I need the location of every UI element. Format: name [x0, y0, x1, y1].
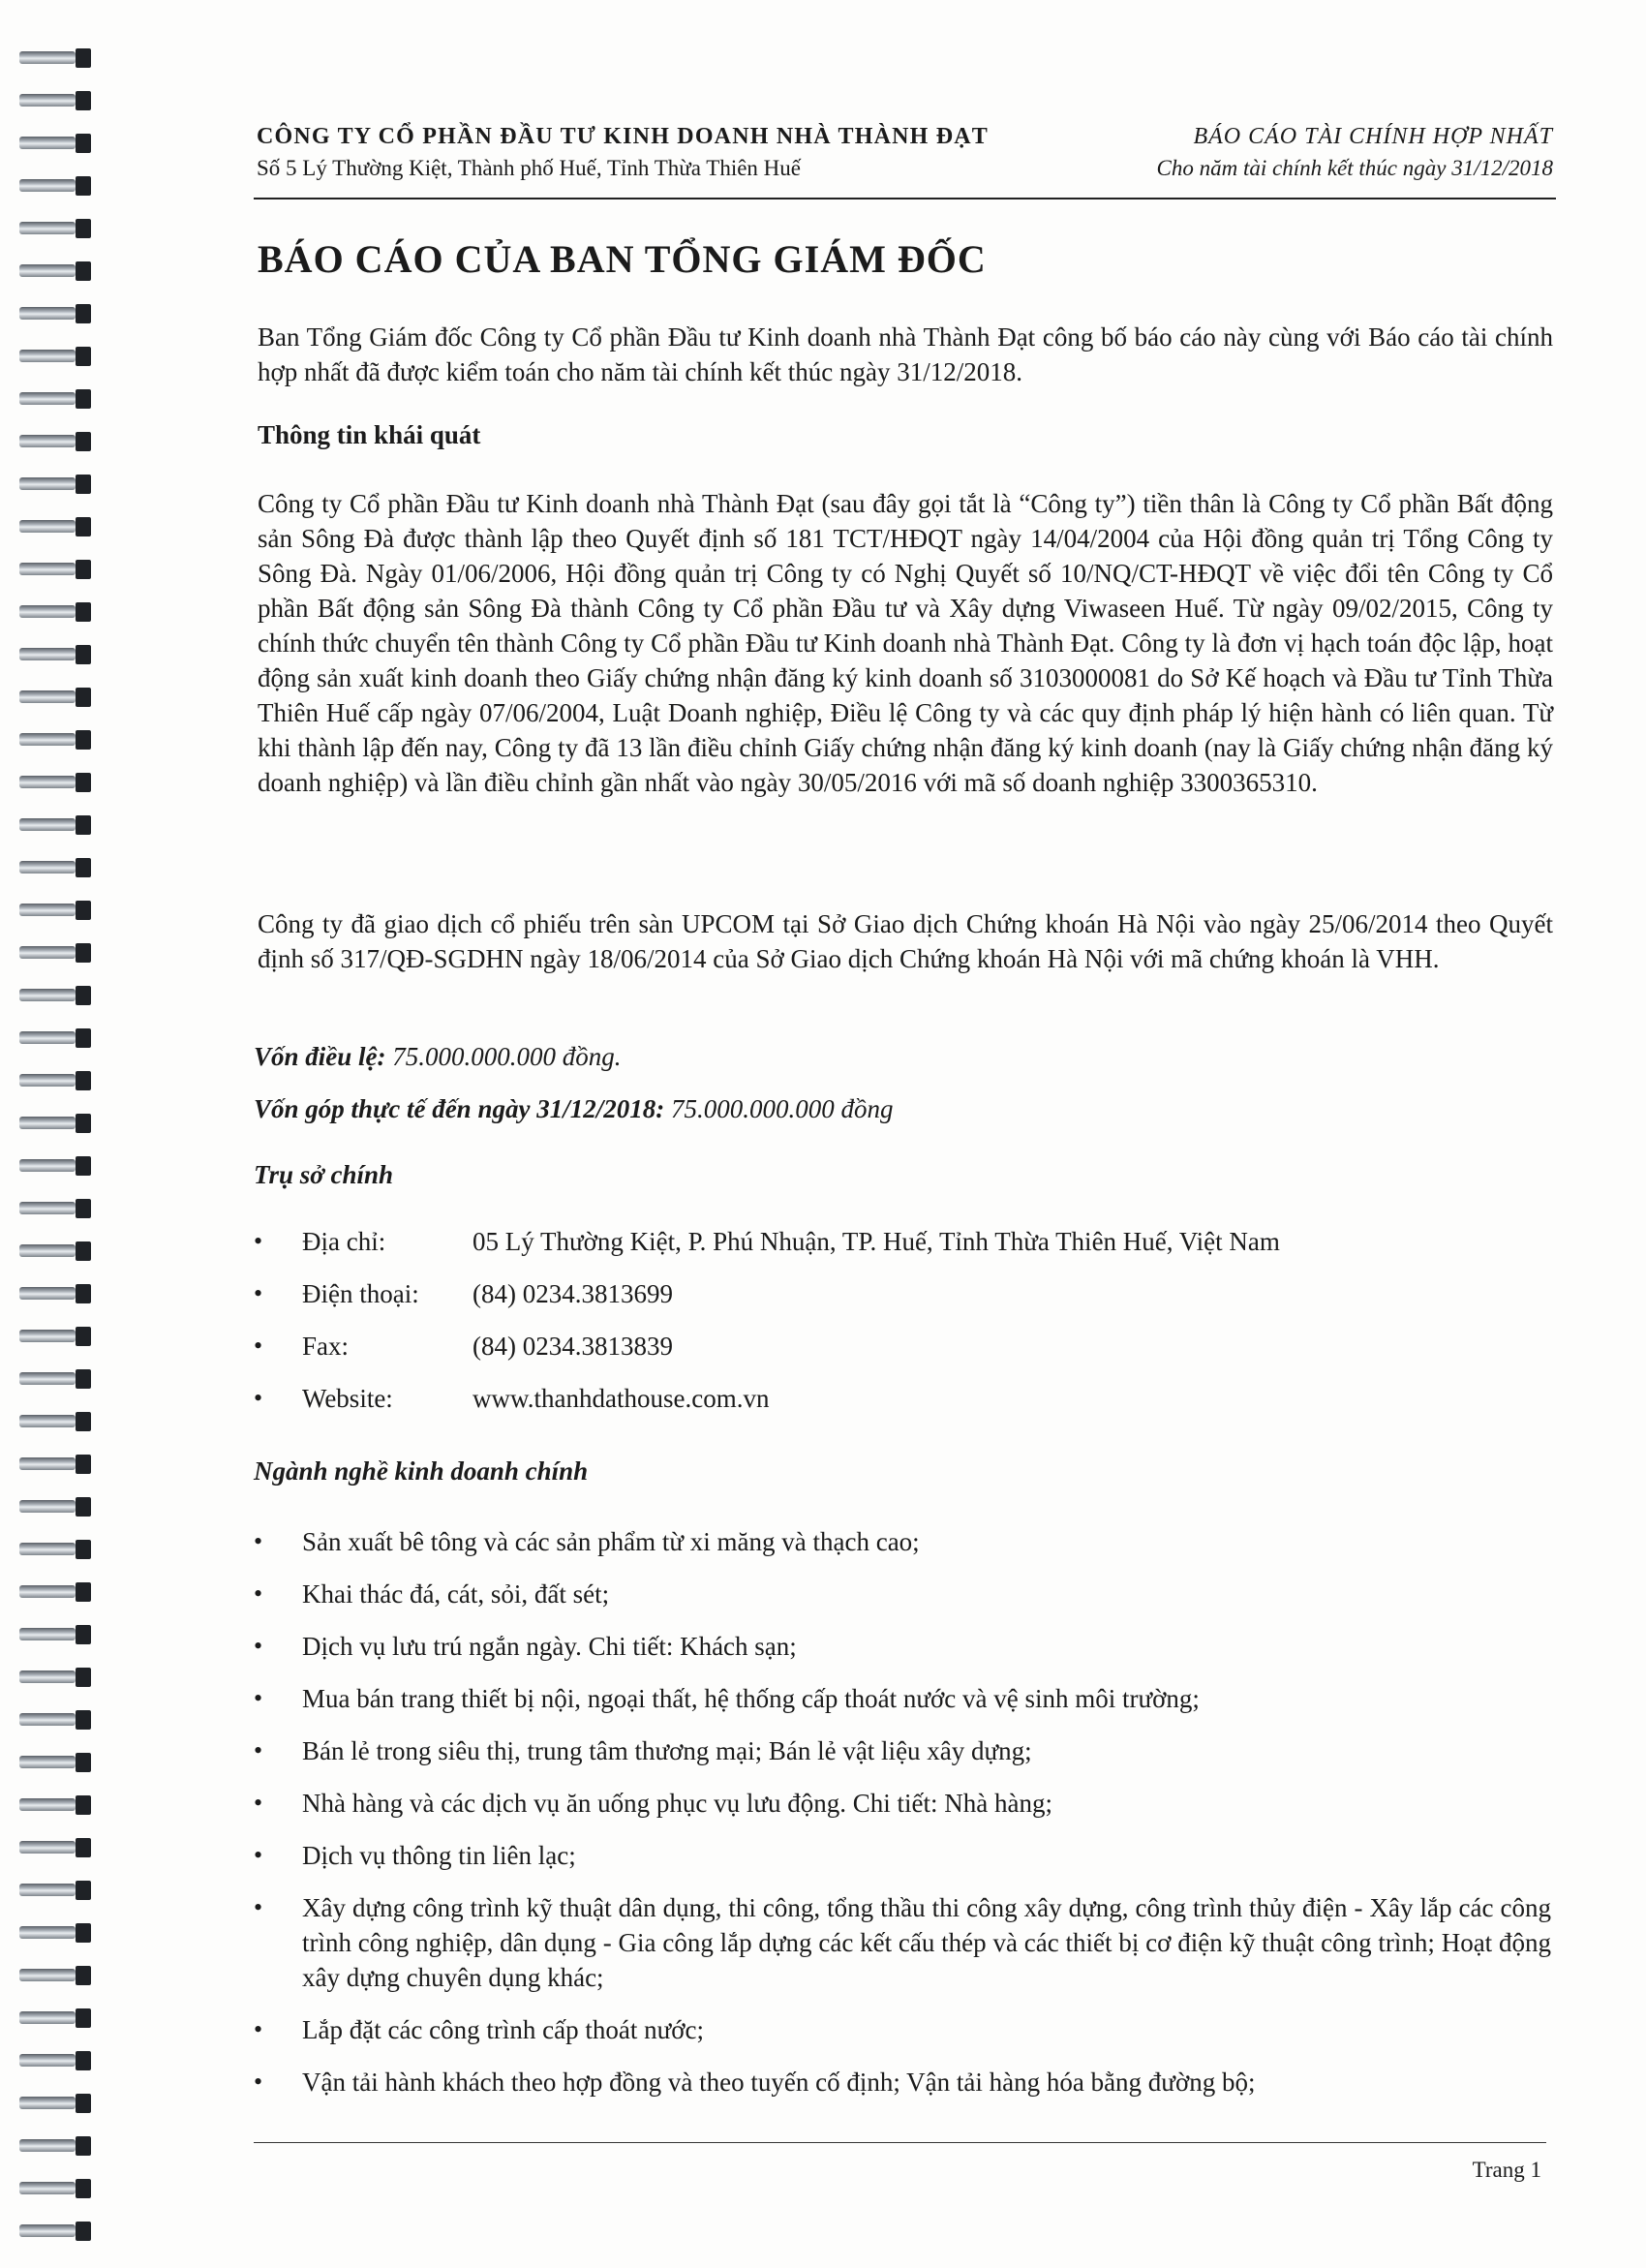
binding-ring	[17, 176, 93, 198]
bullet-icon: •	[254, 1579, 263, 1608]
binding-ring	[17, 1625, 93, 1646]
business-line: Sản xuất bê tông và các sản phẩm từ xi măng và thạch cao;	[302, 1527, 920, 1556]
binding-ring	[17, 1923, 93, 1945]
binding-ring	[17, 517, 93, 538]
binding-ring	[17, 1838, 93, 1859]
headquarters-heading: Trụ sở chính	[254, 1160, 394, 1189]
binding-ring	[17, 1966, 93, 1987]
list-item	[254, 2012, 1551, 2047]
spiral-binding	[17, 29, 95, 2247]
bullet-icon: •	[254, 1527, 263, 1555]
list-item	[254, 1577, 1551, 1611]
binding-ring	[17, 645, 93, 666]
list-item	[254, 1681, 1551, 1716]
binding-ring	[17, 1284, 93, 1305]
binding-ring	[17, 48, 93, 70]
business-line: Mua bán trang thiết bị nội, ngoại thất, hệ thống cấp thoát nước và vệ sinh môi trường;	[302, 1684, 1200, 1713]
binding-ring	[17, 1710, 93, 1732]
business-line: Dịch vụ thông tin liên lạc;	[302, 1841, 576, 1870]
binding-ring	[17, 943, 93, 965]
list-item	[254, 1524, 1551, 1559]
binding-ring	[17, 1156, 93, 1178]
header-left	[257, 124, 1128, 181]
binding-ring	[17, 1668, 93, 1689]
binding-ring	[17, 1497, 93, 1518]
bullet-icon: •	[254, 1893, 263, 1921]
binding-ring	[17, 1412, 93, 1433]
binding-ring	[17, 730, 93, 751]
company-address: Số 5 Lý Thường Kiệt, Thành phố Huế, Tỉnh Thừa Thiên Huế	[257, 156, 801, 180]
binding-ring	[17, 2179, 93, 2200]
address-label: Địa chỉ:	[302, 1227, 386, 1256]
business-line: Vận tải hành khách theo hợp đồng và theo tuyến cố định; Vận tải hàng hóa bằng đường bộ;	[302, 2068, 1256, 2097]
bullet-icon: •	[254, 1841, 263, 1869]
headquarters-list	[254, 1224, 1551, 1433]
general-info-paragraph-1: Công ty Cổ phần Đầu tư Kinh doanh nhà Thành Đạt (sau đây gọi tắt là “Công ty”) tiền thân là Công ty Cổ phần Bất động sản Sông Đà được thành lập theo Quyết định số 181 TCT/HĐQT ngày 14/04/2004 của Hội đồng quản trị Tổng Công ty Sông Đà. Ngày 01/06/2006, Hội đồng quản trị Công ty có Nghị Quyết số 10/NQ/CT-HĐQT về việc đổi tên Công ty Cổ phần Bất động sản Sông Đà thành Công ty Cổ phần Đầu tư và Xây dựng Viwaseen Huế. Từ ngày 09/02/2015, Công ty chính thức chuyển tên thành Công ty Cổ phần Đầu tư Kinh doanh nhà Thành Đạt. Công ty là đơn vị hạch toán độc lập, hoạt động sản xuất kinh doanh theo Giấy chứng nhận đăng ký kinh doanh số 3103000081 do Sở Kế hoạch và Đầu tư Tỉnh Thừa Thiên Huế cấp ngày 07/06/2004, Luật Doanh nghiệp, Điều lệ Công ty và các quy định pháp lý hiện hành có liên quan. Từ khi thành lập đến nay, Công ty đã 13 lần điều chỉnh Giấy chứng nhận đăng ký kinh doanh (nay là Giấy chứng nhận đăng ký doanh nghiệp) và lần điều chỉnh gần nhất vào ngày 30/05/2016 với mã số doanh nghiệp 3300365310.	[258, 489, 1553, 797]
binding-ring	[17, 1369, 93, 1391]
binding-ring	[17, 602, 93, 624]
binding-ring	[17, 1753, 93, 1774]
list-item	[254, 1786, 1551, 1821]
binding-ring	[17, 1795, 93, 1817]
intro-paragraph: Ban Tổng Giám đốc Công ty Cổ phần Đầu tư Kinh doanh nhà Thành Đạt công bố báo cáo này cùng với Báo cáo tài chính hợp nhất đã được kiểm toán cho năm tài chính kết thúc ngày 31/12/2018.	[258, 322, 1553, 386]
binding-ring	[17, 1241, 93, 1263]
list-item	[254, 1629, 1551, 1664]
binding-ring	[17, 261, 93, 283]
binding-ring	[17, 475, 93, 496]
business-line: Bán lẻ trong siêu thị, trung tâm thương mại; Bán lẻ vật liệu xây dựng;	[302, 1736, 1032, 1765]
list-item	[254, 1838, 1551, 1873]
binding-ring	[17, 815, 93, 837]
charter-capital	[254, 1042, 622, 1072]
header-right	[1011, 124, 1553, 181]
binding-ring	[17, 2136, 93, 2158]
address-value: 05 Lý Thường Kiệt, P. Phú Nhuận, TP. Huế, Tỉnh Thừa Thiên Huế, Việt Nam	[472, 1227, 1280, 1256]
charter-capital-value: 75.000.000.000 đồng.	[392, 1042, 622, 1071]
bullet-icon: •	[254, 1632, 263, 1660]
binding-ring	[17, 219, 93, 240]
binding-ring	[17, 1582, 93, 1604]
business-lines-list	[254, 1524, 1551, 2117]
website-value: www.thanhdathouse.com.vn	[472, 1384, 770, 1413]
fax-value: (84) 0234.3813839	[472, 1332, 673, 1361]
list-item	[254, 1733, 1551, 1768]
report-period: Cho năm tài chính kết thúc ngày 31/12/2018	[1156, 156, 1553, 180]
binding-ring	[17, 688, 93, 709]
business-lines-heading: Ngành nghề kinh doanh chính	[254, 1456, 589, 1486]
phone-label: Điện thoại:	[302, 1279, 419, 1308]
business-line: Lắp đặt các công trình cấp thoát nước;	[302, 2015, 704, 2044]
paid-capital	[254, 1094, 893, 1124]
binding-ring	[17, 1327, 93, 1348]
binding-ring	[17, 901, 93, 922]
bullet-icon: •	[254, 1279, 263, 1307]
binding-ring	[17, 2008, 93, 2030]
fax-label: Fax:	[302, 1332, 350, 1361]
binding-ring	[17, 347, 93, 368]
list-item	[254, 1276, 1551, 1329]
binding-ring	[17, 858, 93, 879]
phone-value: (84) 0234.3813699	[472, 1279, 673, 1308]
binding-ring	[17, 1540, 93, 1561]
list-item	[254, 2065, 1551, 2099]
binding-ring	[17, 1071, 93, 1092]
paid-capital-value: 75.000.000.000 đồng	[670, 1094, 894, 1123]
footer-divider	[254, 2142, 1546, 2143]
list-item	[254, 1890, 1551, 1995]
binding-ring	[17, 304, 93, 325]
binding-ring	[17, 134, 93, 155]
bullet-icon: •	[254, 1789, 263, 1817]
business-line: Khai thác đá, cát, sỏi, đất sét;	[302, 1579, 610, 1609]
binding-ring	[17, 2094, 93, 2115]
bullet-icon: •	[254, 1384, 263, 1412]
binding-ring	[17, 2222, 93, 2243]
binding-ring	[17, 432, 93, 453]
binding-ring	[17, 389, 93, 411]
header-divider	[254, 198, 1556, 199]
paid-capital-label: Vốn góp thực tế đến ngày 31/12/2018:	[254, 1094, 665, 1123]
charter-capital-label: Vốn điều lệ:	[254, 1042, 386, 1071]
binding-ring	[17, 1455, 93, 1476]
business-line: Dịch vụ lưu trú ngắn ngày. Chi tiết: Khách sạn;	[302, 1632, 797, 1661]
binding-ring	[17, 1114, 93, 1135]
business-line: Nhà hàng và các dịch vụ ăn uống phục vụ lưu động. Chi tiết: Nhà hàng;	[302, 1789, 1052, 1818]
binding-ring	[17, 1199, 93, 1220]
company-name: CÔNG TY CỔ PHẦN ĐẦU TƯ KINH DOANH NHÀ THÀNH ĐẠT	[257, 124, 989, 149]
binding-ring	[17, 1881, 93, 1902]
bullet-icon: •	[254, 1227, 263, 1255]
list-item	[254, 1381, 1551, 1433]
website-label: Website:	[302, 1384, 393, 1413]
page-number: Trang 1	[1472, 2158, 1541, 2182]
general-info-heading: Thông tin khái quát	[258, 420, 481, 449]
binding-ring	[17, 2051, 93, 2072]
bullet-icon: •	[254, 1736, 263, 1764]
bullet-icon: •	[254, 1684, 263, 1712]
general-info-paragraph-2: Công ty đã giao dịch cổ phiếu trên sàn UPCOM tại Sở Giao dịch Chứng khoán Hà Nội vào ngày 25/06/2014 theo Quyết định số 317/QĐ-SGDHN ngày 18/06/2014 của Sở Giao dịch Chứng khoán Hà Nội với mã chứng khoán là VHH.	[258, 909, 1553, 973]
bullet-icon: •	[254, 1332, 263, 1360]
list-item	[254, 1224, 1551, 1276]
report-name: BÁO CÁO TÀI CHÍNH HỢP NHẤT	[1193, 124, 1553, 149]
binding-ring	[17, 91, 93, 112]
bullet-icon: •	[254, 2015, 263, 2043]
binding-ring	[17, 560, 93, 581]
binding-ring	[17, 986, 93, 1007]
binding-ring	[17, 773, 93, 794]
bullet-icon: •	[254, 2068, 263, 2096]
list-item	[254, 1329, 1551, 1381]
page-title: BÁO CÁO CỦA BAN TỔNG GIÁM ĐỐC	[258, 237, 987, 281]
binding-ring	[17, 1028, 93, 1050]
business-line: Xây dựng công trình kỹ thuật dân dụng, thi công, tổng thầu thi công xây dựng, công trình thủy điện - Xây lắp các công trình công nghiệp, dân dụng - Gia công lắp dựng các kết cấu thép và các thiết bị cơ điện kỹ thuật công trình; Hoạt động xây dựng chuyên dụng khác;	[302, 1893, 1551, 1992]
